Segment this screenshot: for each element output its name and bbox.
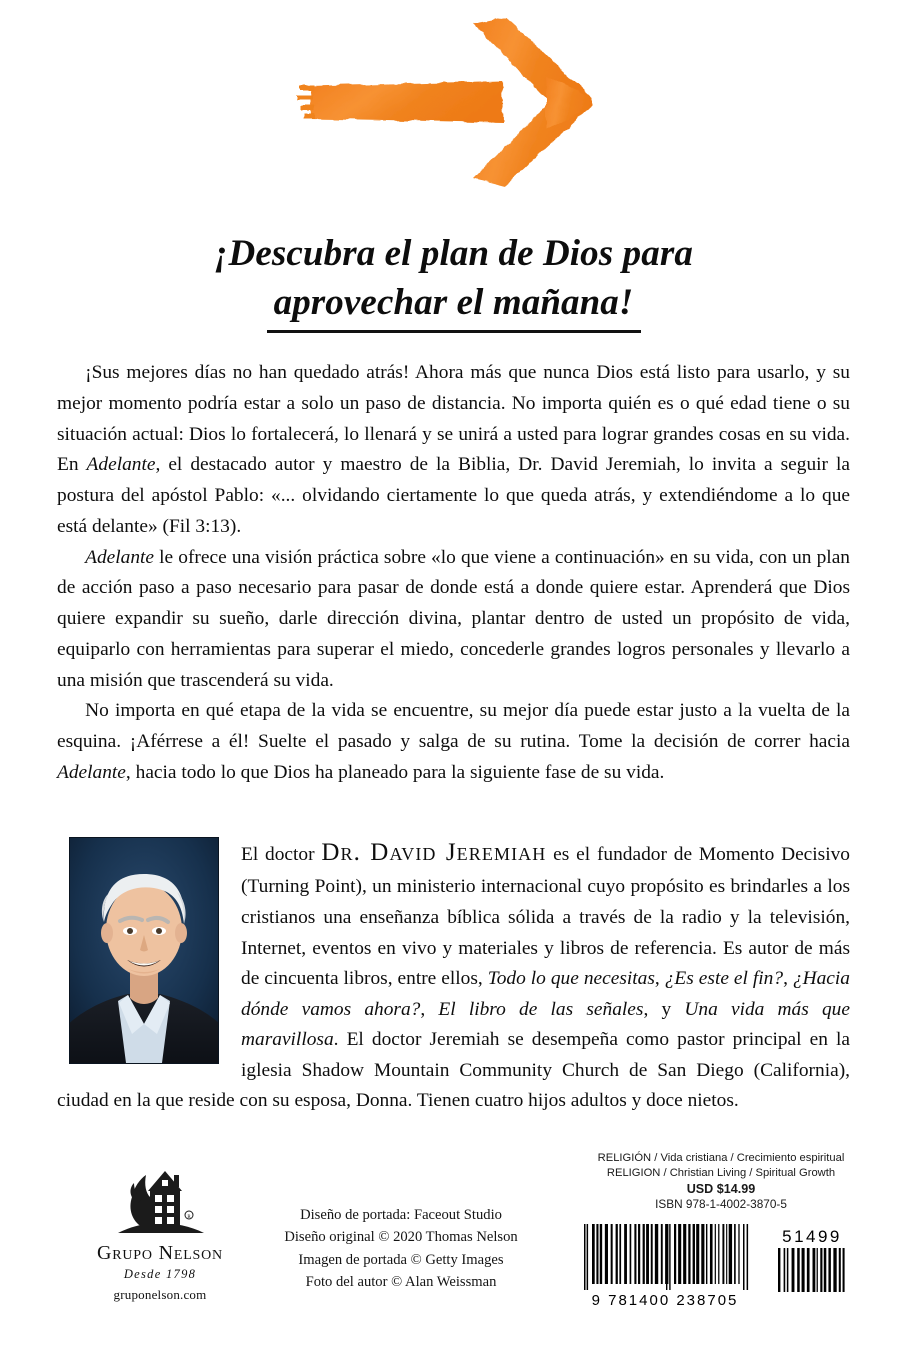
isbn-price-block: [556, 1151, 886, 1211]
barcode-digits: 9 781400 238705: [591, 1292, 739, 1308]
headline-line-2: aprovechar el mañana!: [273, 281, 634, 323]
blurb-p2-text: le ofrece una visión práctica sobre «lo que viene a continuación» en su vida, con un plan de acción paso a paso necesario para pasar de donde está a donde quiere estar. Aprenderá que Dios quiere expandir su sueño, darle dirección divina, plantar dentro de usted un propósito de vida, equiparlo con herramientas para superar el miedo, concederle grandes logros personales y llevarlo a una misión que trascenderá su vida.: [57, 546, 850, 691]
cover-credits: [262, 1204, 540, 1293]
addon-digits: 51499: [782, 1227, 842, 1246]
hero-arrow-graphic: [0, 8, 907, 198]
svg-text:R: R: [187, 1215, 191, 1220]
bio-sep-1: ,: [654, 968, 665, 990]
publisher-since: Desde 1798: [123, 1267, 197, 1281]
back-cover-blurb: [57, 358, 850, 789]
credit-line-4: Foto del autor © Alan Weissman: [305, 1273, 497, 1290]
ean13-barcode: [570, 1222, 760, 1308]
bio-intro: El doctor: [241, 844, 322, 865]
credit-line-2: Diseño original © 2020 Thomas Nelson: [284, 1229, 518, 1246]
author-name: Dr. David Jeremiah: [321, 839, 547, 866]
credit-line-3: Imagen de portada © Getty Images: [298, 1251, 504, 1268]
author-bio: [57, 833, 850, 1117]
barcode-area: [556, 1222, 886, 1308]
right-arrow-icon: [284, 14, 624, 192]
bio-sep-2: ,: [783, 968, 793, 990]
bio-sep-3: ,: [420, 998, 439, 1020]
bio-book-title-4: El libro de las señales: [438, 998, 644, 1020]
isbn-number: ISBN 978-1-4002-3870-5: [655, 1196, 787, 1211]
category-spanish: RELIGIÓN / Vida cristiana / Crecimiento espiritual: [597, 1152, 845, 1164]
publisher-url[interactable]: gruponelson.com: [113, 1287, 207, 1302]
grupo-nelson-house-logo-icon: [112, 1163, 208, 1237]
author-portrait-image: [70, 838, 218, 1063]
credit-line-1: Diseño de portada: Faceout Studio: [300, 1207, 502, 1223]
bio-sep-4: , y: [643, 998, 685, 1020]
blurb-paragraph-2: [57, 543, 850, 697]
ean5-addon-barcode: [774, 1226, 850, 1294]
blurb-p1-title: Adelante: [86, 454, 156, 476]
bio-text-a: es el fundador de Momento Decisivo (Turning Point), un ministerio internacional cuyo propósito es brindarles a los cristianos una enseñanza bíblica sólida a través de la radio y la televisión, Internet, eventos en vivo y materiales y libros de referencia. Es autor de más de cincuenta libros, entre ellos,: [241, 844, 850, 990]
category-english: RELIGION / Christian Living / Spiritual Growth: [606, 1166, 836, 1179]
publisher-name: Grupo Nelson: [97, 1242, 223, 1264]
publisher-logo-block: [62, 1163, 258, 1303]
bio-book-title-2: ¿Es este el fin?: [664, 968, 784, 990]
headline-line-1: ¡Descubra el plan de Dios para: [214, 232, 693, 274]
headline-divider: [267, 330, 641, 333]
blurb-p3-title: Adelante: [57, 761, 126, 783]
price-label: USD $14.99: [686, 1181, 756, 1196]
blurb-p3-text-a: No importa en qué etapa de la vida se encuentre, su mejor día puede estar justo a la vuelta de la esquina. ¡Aférrese a él! Suelte el pasado y salga de su rutina. Tome la decisión de correr hacia: [57, 700, 850, 752]
blurb-p1-text-b: , el destacado autor y maestro de la Biblia, Dr. David Jeremiah, lo invita a seguir la postura del apóstol Pablo: «... olvidando ciertamente lo que queda atrás, y extendiéndome a lo que está delante» (Fil 3:13).: [57, 454, 850, 537]
author-photo: [69, 837, 219, 1064]
blurb-p1-text-a: ¡Sus mejores días no han quedado atrás! Ahora más que nunca Dios está listo para usarlo, y su mejor momento podría estar a solo un paso de distancia. No importa quién es o qué edad tiene o su situación actual: Dios lo fortalecerá, lo llenará y se unirá a usted para lograr grandes cosas en su vida. En: [57, 362, 850, 476]
blurb-p3-text-b: , hacia todo lo que Dios ha planeado para la siguiente fase de su vida.: [125, 761, 665, 783]
blurb-paragraph-3: [57, 696, 850, 788]
ean5-addon-image: [774, 1226, 850, 1294]
ean13-barcode-image: [570, 1222, 760, 1308]
bio-text-b: . El doctor Jeremiah se desempeña como pastor principal en la iglesia Shadow Mountain Community Church de San Diego (California), ciudad en la que reside con su esposa, Donna. Tienen cuatro hijos adultos y doce nietos.: [57, 1029, 850, 1112]
bio-book-title-1: Todo lo que necesitas: [487, 968, 655, 990]
blurb-paragraph-1: [57, 358, 850, 543]
page-title: [0, 230, 907, 328]
bio-book-title-3: ¿Hacia dónde vamos ahora?: [241, 968, 850, 1020]
blurb-p2-title: Adelante: [85, 546, 155, 568]
bio-book-title-5: Una vida más que maravillosa: [241, 998, 850, 1051]
